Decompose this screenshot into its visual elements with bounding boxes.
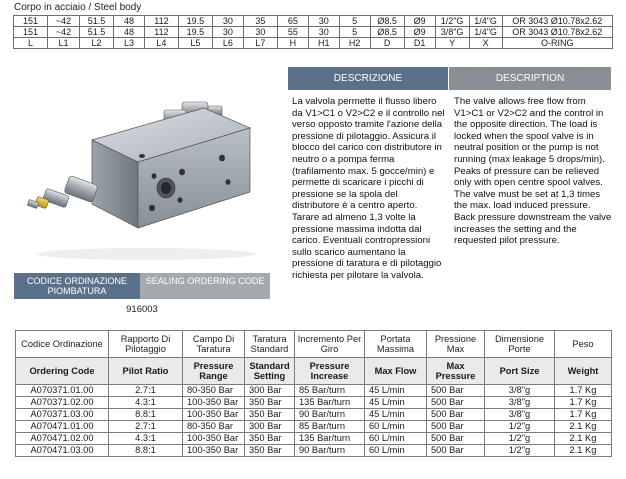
dimension-cell: L xyxy=(14,38,48,49)
table-cell: 500 Bar xyxy=(427,385,485,397)
spec-header-it: Codice Ordinazione xyxy=(16,331,109,358)
dimension-cell: ~42 xyxy=(48,27,80,38)
spec-header-it: Campo Di Taratura xyxy=(183,331,245,358)
dimension-cell: 19.5 xyxy=(178,16,212,27)
dimension-cell: 1/2"G xyxy=(435,16,469,27)
table-cell: 350 Bar xyxy=(245,445,295,457)
dimension-cell: Ø8.5 xyxy=(370,16,404,27)
table-cell: 8.8:1 xyxy=(109,409,183,421)
dimension-cell: OR 3043 Ø10.78x2.62 xyxy=(502,27,612,38)
dimension-cell: L2 xyxy=(79,38,113,49)
spec-header-it: Peso xyxy=(555,331,612,358)
dimension-cell: L3 xyxy=(113,38,144,49)
dimension-cell: 112 xyxy=(144,16,178,27)
dimension-cell: L7 xyxy=(243,38,277,49)
dimension-cell: 30 xyxy=(212,16,243,27)
dimension-cell: 55 xyxy=(277,27,308,38)
spec-header-en: Ordering Code xyxy=(16,358,109,385)
dimension-cell: 48 xyxy=(113,27,144,38)
description-header-en: DESCRIPTION xyxy=(449,67,611,90)
table-cell: 8.8:1 xyxy=(109,445,183,457)
table-cell: 85 Bar/turn xyxy=(295,421,365,433)
dimension-cell: 19.5 xyxy=(178,27,212,38)
dimension-cell: L6 xyxy=(212,38,243,49)
dimension-cell: 1/4"G xyxy=(469,16,502,27)
spec-header-en: Standard Setting xyxy=(245,358,295,385)
table-cell: 100-350 Bar xyxy=(183,433,245,445)
table-row xyxy=(16,397,612,409)
table-cell: 500 Bar xyxy=(427,433,485,445)
dimension-cell: 35 xyxy=(243,16,277,27)
spec-header-it-row xyxy=(16,331,612,358)
dimension-cell: 112 xyxy=(144,27,178,38)
dimension-cell: Ø8.5 xyxy=(370,27,404,38)
table-cell: 350 Bar xyxy=(245,409,295,421)
dimension-cell: X xyxy=(469,38,502,49)
dimension-cell: 30 xyxy=(243,27,277,38)
dimension-cell: Y xyxy=(435,38,469,49)
dimension-cell: L5 xyxy=(178,38,212,49)
table-cell: 100-350 Bar xyxy=(183,409,245,421)
table-cell: 60 L/min xyxy=(365,421,427,433)
dimension-cell: 5 xyxy=(339,27,370,38)
table-cell: 45 L/min xyxy=(365,397,427,409)
description-text-en: The valve allows free flow from V1>C1 or V2>C2 and the control in the opposite direction. The load is locked when the spool valve is in neutral position or the pump is not running (max leakage 5 drops/min). Peaks of pressure can be relieved only with open centre spool valves. The valve must be set at 1,3 times the max. load induced pressure. Back pressure downstream the valve increases the setting and the requested pilot pressure. xyxy=(454,96,612,247)
spec-header-en-row xyxy=(16,358,612,385)
table-cell: A070471.01.00 xyxy=(16,421,109,433)
table-cell: 135 Bar/turn xyxy=(295,433,365,445)
table-cell: 500 Bar xyxy=(427,421,485,433)
dimension-cell: H1 xyxy=(308,38,339,49)
valve-photo xyxy=(14,80,280,265)
dimension-cell: 30 xyxy=(308,16,339,27)
description-text-it: La valvola permette il flusso libero da V1>C1 o V2>C2 e il controllo nel verso opposto tramite l'azione della pressione di pilotaggio. Assicura il blocco del carico con distributore in neutro o a pompa ferma (trafilamento max. 5 gocce/min) e permette di scaricare i picchi di pressione se la spola del distributore è a centro aperto. Tarare ad almeno 1,3 volte la pressione massima indotta dal carico. Eventuali contropressioni sullo scarico aumentano la pressione di taratura e di pilotaggio richiesta per pilotare la valvola. xyxy=(292,96,445,281)
spec-header-it: Incremento Per Giro xyxy=(295,331,365,358)
dimension-cell: H2 xyxy=(339,38,370,49)
table-cell: A070371.02.00 xyxy=(16,397,109,409)
spec-header-it: Pressione Max xyxy=(427,331,485,358)
dimension-cell: 1/4"G xyxy=(469,27,502,38)
table-cell: 60 L/min xyxy=(365,445,427,457)
table-cell: 2.1 Kg xyxy=(555,445,612,457)
table-cell: 1.7 Kg xyxy=(555,397,612,409)
table-cell: 500 Bar xyxy=(427,445,485,457)
table-cell: 500 Bar xyxy=(427,397,485,409)
dimension-cell: 30 xyxy=(308,27,339,38)
table-cell: 60 L/min xyxy=(365,433,427,445)
table-cell: A070371.01.00 xyxy=(16,385,109,397)
dimension-cell: 151 xyxy=(14,16,48,27)
spec-header-en: Max Flow xyxy=(365,358,427,385)
table-cell: A070371.03.00 xyxy=(16,409,109,421)
dimension-cell: ~42 xyxy=(48,16,80,27)
sealing-order-code: 916003 xyxy=(126,304,158,315)
dimension-cell: 65 xyxy=(277,16,308,27)
spec-header-en: Max Pressure xyxy=(427,358,485,385)
dimension-cell: 151 xyxy=(14,27,48,38)
table-cell: 45 L/min xyxy=(365,385,427,397)
dimension-cell: 48 xyxy=(113,16,144,27)
table-cell: 350 Bar xyxy=(245,433,295,445)
table-cell: 90 Bar/turn xyxy=(295,445,365,457)
table-cell: 1/2"g xyxy=(485,445,555,457)
table-cell: 90 Bar/turn xyxy=(295,409,365,421)
dimension-cell: L4 xyxy=(144,38,178,49)
table-cell: 100-350 Bar xyxy=(183,445,245,457)
table-row xyxy=(16,445,612,457)
dimension-cell: O-RING xyxy=(502,38,612,49)
table-cell: 3/8"g xyxy=(485,385,555,397)
table-cell: 80-350 Bar xyxy=(183,421,245,433)
table-cell: 4.3:1 xyxy=(109,397,183,409)
dimension-cell: D1 xyxy=(404,38,435,49)
spec-header-en: Pressure Range xyxy=(183,358,245,385)
dimension-values-row xyxy=(14,16,613,27)
table-cell: 350 Bar xyxy=(245,397,295,409)
table-row xyxy=(16,409,612,421)
specifications-table xyxy=(15,330,612,457)
dimension-cell: 30 xyxy=(212,27,243,38)
table-row xyxy=(16,385,612,397)
sealing-code-header-it: CODICE ORDINAZIONE PIOMBATURA xyxy=(14,273,140,299)
spec-header-en: Weight xyxy=(555,358,612,385)
spec-header-it: Dimensione Porte xyxy=(485,331,555,358)
spec-header-it: Rapporto Di Pilotaggio xyxy=(109,331,183,358)
description-header-it: DESCRIZIONE xyxy=(288,67,448,90)
dimension-cell: D xyxy=(370,38,404,49)
table-cell: 1/2"g xyxy=(485,433,555,445)
table-cell: 1.7 Kg xyxy=(555,409,612,421)
table-cell: 2.7:1 xyxy=(109,385,183,397)
table-cell: 2.1 Kg xyxy=(555,421,612,433)
table-cell: 2.1 Kg xyxy=(555,433,612,445)
dimension-values-row xyxy=(14,27,613,38)
table-row xyxy=(16,421,612,433)
table-cell: 3/8"g xyxy=(485,397,555,409)
table-cell: 300 Bar xyxy=(245,385,295,397)
table-cell: 1/2"g xyxy=(485,421,555,433)
dimension-cell: 51.5 xyxy=(79,27,113,38)
dimension-cell: L1 xyxy=(48,38,80,49)
spec-header-it: Portata Massima xyxy=(365,331,427,358)
table-cell: 100-350 Bar xyxy=(183,397,245,409)
table-cell: 135 Bar/turn xyxy=(295,397,365,409)
sealing-code-header-en: SEALING ORDERING CODE xyxy=(140,273,270,299)
dimension-cell: OR 3043 Ø10.78x2.62 xyxy=(502,16,612,27)
dimension-cell: 3/8"G xyxy=(435,27,469,38)
table-cell: A070471.02.00 xyxy=(16,433,109,445)
table-cell: A070471.03.00 xyxy=(16,445,109,457)
dimension-cell: 51.5 xyxy=(79,16,113,27)
table-cell: 45 L/min xyxy=(365,409,427,421)
table-cell: 2.7:1 xyxy=(109,421,183,433)
spec-header-en: Pressure Increase xyxy=(295,358,365,385)
valve-body-illustration xyxy=(14,80,280,265)
adjuster-icon xyxy=(27,175,98,208)
dimension-cell: H xyxy=(277,38,308,49)
table-cell: 1.7 Kg xyxy=(555,385,612,397)
table-row xyxy=(16,433,612,445)
dimension-labels-row xyxy=(14,38,613,49)
spec-header-en: Port Size xyxy=(485,358,555,385)
dimensions-table xyxy=(13,15,613,49)
dimension-cell: Ø9 xyxy=(404,16,435,27)
page-caption: Corpo in acciaio / Steel body xyxy=(14,2,142,13)
table-cell: 85 Bar/turn xyxy=(295,385,365,397)
table-cell: 4.3:1 xyxy=(109,433,183,445)
dimension-cell: Ø9 xyxy=(404,27,435,38)
dimension-cell: 5 xyxy=(339,16,370,27)
table-cell: 300 Bar xyxy=(245,421,295,433)
table-cell: 500 Bar xyxy=(427,409,485,421)
table-cell: 3/8"g xyxy=(485,409,555,421)
spec-header-en: Pilot Ratio xyxy=(109,358,183,385)
spec-header-it: Taratura Standard xyxy=(245,331,295,358)
table-cell: 80-350 Bar xyxy=(183,385,245,397)
